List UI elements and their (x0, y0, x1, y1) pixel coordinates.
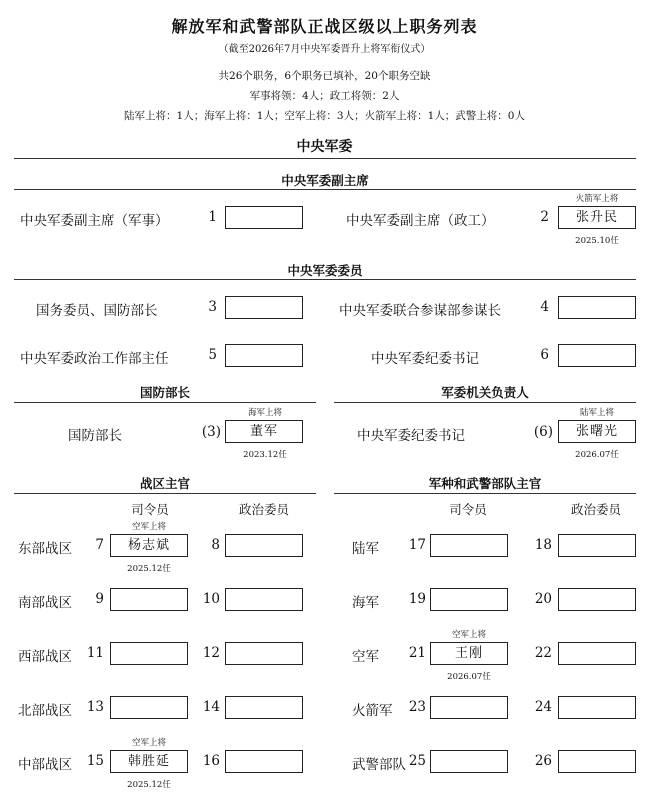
position-label: 中央军委联合参谋部参谋长 (339, 303, 501, 319)
commissar-name-box (558, 534, 636, 557)
commissar-name-box (225, 696, 303, 719)
row-label: 南部战区 (18, 595, 72, 611)
commissar-name-box (558, 588, 636, 611)
page-subtitle: （截至2026年7月中央军委晋升上将军衔仪式） (218, 44, 431, 55)
rank-label: 火箭军上将 (575, 194, 619, 204)
position-number: 2 (540, 209, 549, 225)
name-box: 董军 (225, 420, 303, 443)
divider (14, 493, 316, 494)
commander-name-box (430, 696, 508, 719)
column-header-commissar: 政治委员 (570, 502, 621, 517)
summary-line-3: 陆军上将：1人；海军上将：1人；空军上将：3人；火箭军上将：1人；武警上将：0人 (124, 110, 525, 122)
name-box (225, 344, 303, 367)
position-number: (3) (201, 424, 221, 440)
row-label: 东部战区 (18, 541, 72, 557)
commissar-name-box (558, 696, 636, 719)
appointment-date: 2025.10任 (575, 236, 619, 246)
commander-name-box (430, 534, 508, 557)
row-label: 武警部队 (352, 757, 406, 773)
commander-name-box (110, 588, 188, 611)
services-section-title: 军种和武警部队主官 (428, 476, 542, 491)
position-number: 13 (86, 699, 104, 715)
position-label: 中央军委政治工作部主任 (20, 351, 169, 367)
position-number: 21 (408, 645, 426, 661)
name-box (558, 344, 636, 367)
vice-chair-section-title: 中央军委副主席 (281, 173, 369, 188)
position-number: (6) (533, 424, 553, 440)
rank-label: 空军上将 (131, 522, 166, 532)
position-label: 中央军委纪委书记 (371, 351, 479, 367)
commander-name-box (110, 642, 188, 665)
position-label: 中央军委纪委书记 (357, 428, 465, 444)
position-number: 24 (534, 699, 552, 715)
position-number: 11 (86, 645, 104, 661)
row-label: 北部战区 (18, 703, 72, 719)
divider (14, 279, 636, 280)
rank-label: 陆军上将 (579, 408, 614, 418)
rank-label: 空军上将 (451, 630, 486, 640)
name-box (558, 296, 636, 319)
column-header-commissar: 政治委员 (238, 502, 289, 517)
position-number: 4 (540, 299, 549, 315)
position-number: 20 (534, 591, 552, 607)
position-number: 26 (534, 753, 552, 769)
summary-line-2: 军事将领：4人；政工将领：2人 (249, 90, 400, 102)
commissar-name-box (225, 534, 303, 557)
commissar-name-box (225, 588, 303, 611)
divider (14, 189, 636, 190)
row-label: 海军 (352, 595, 379, 611)
position-number: 6 (540, 347, 549, 363)
commissar-name-box (225, 750, 303, 773)
row-label: 空军 (352, 649, 379, 665)
theaters-section-title: 战区主官 (139, 476, 190, 491)
row-label: 西部战区 (18, 649, 72, 665)
members-section-title: 中央军委委员 (287, 263, 363, 278)
appointment-date: 2025.12任 (127, 780, 171, 790)
commander-name-box: 王刚 (430, 642, 508, 665)
cmc-title: 中央军委 (296, 139, 353, 155)
commander-name-box (110, 696, 188, 719)
position-number: 19 (408, 591, 426, 607)
position-number: 23 (408, 699, 426, 715)
position-label: 中央军委副主席（军事） (20, 213, 169, 229)
position-label: 中央军委副主席（政工） (346, 213, 495, 229)
position-number: 15 (86, 753, 104, 769)
position-number: 9 (95, 591, 104, 607)
position-number: 1 (208, 209, 217, 225)
position-number: 8 (211, 537, 220, 553)
rank-label: 海军上将 (247, 408, 282, 418)
commissar-name-box (225, 642, 303, 665)
row-label: 陆军 (352, 541, 379, 557)
position-number: 18 (534, 537, 552, 553)
commander-name-box: 韩胜延 (110, 750, 188, 773)
commissar-name-box (558, 750, 636, 773)
position-number: 12 (202, 645, 220, 661)
position-number: 3 (208, 299, 217, 315)
appointment-date: 2023.12任 (243, 450, 287, 460)
name-box (225, 296, 303, 319)
divider (334, 402, 636, 403)
row-label: 中部战区 (18, 757, 72, 773)
position-number: 22 (534, 645, 552, 661)
row-label: 火箭军 (352, 703, 393, 719)
divider (14, 158, 636, 159)
appointment-date: 2026.07任 (447, 672, 491, 682)
commissar-name-box (558, 642, 636, 665)
mod-section-title: 国防部长 (139, 385, 190, 400)
position-number: 7 (95, 537, 104, 553)
commander-name-box: 杨志斌 (110, 534, 188, 557)
name-box: 张升民 (558, 206, 636, 229)
position-number: 14 (202, 699, 220, 715)
position-label: 国防部长 (68, 428, 122, 444)
divider (14, 402, 316, 403)
position-number: 5 (208, 347, 217, 363)
commander-name-box (430, 750, 508, 773)
position-number: 16 (202, 753, 220, 769)
summary-line-1: 共26个职务，6个职务已填补，20个职务空缺 (218, 70, 431, 82)
name-box (225, 206, 303, 229)
position-number: 10 (202, 591, 220, 607)
divider (334, 493, 636, 494)
commander-name-box (430, 588, 508, 611)
column-header-commander: 司令员 (449, 502, 487, 517)
position-label: 国务委员、国防部长 (36, 303, 158, 319)
page-title: 解放军和武警部队正战区级以上职务列表 (171, 17, 478, 36)
position-number: 17 (408, 537, 426, 553)
appointment-date: 2025.12任 (127, 564, 171, 574)
column-header-commander: 司令员 (131, 502, 169, 517)
organs-section-title: 军委机关负责人 (441, 385, 529, 400)
name-box: 张曙光 (558, 420, 636, 443)
rank-label: 空军上将 (131, 738, 166, 748)
appointment-date: 2026.07任 (575, 450, 619, 460)
position-number: 25 (408, 753, 426, 769)
